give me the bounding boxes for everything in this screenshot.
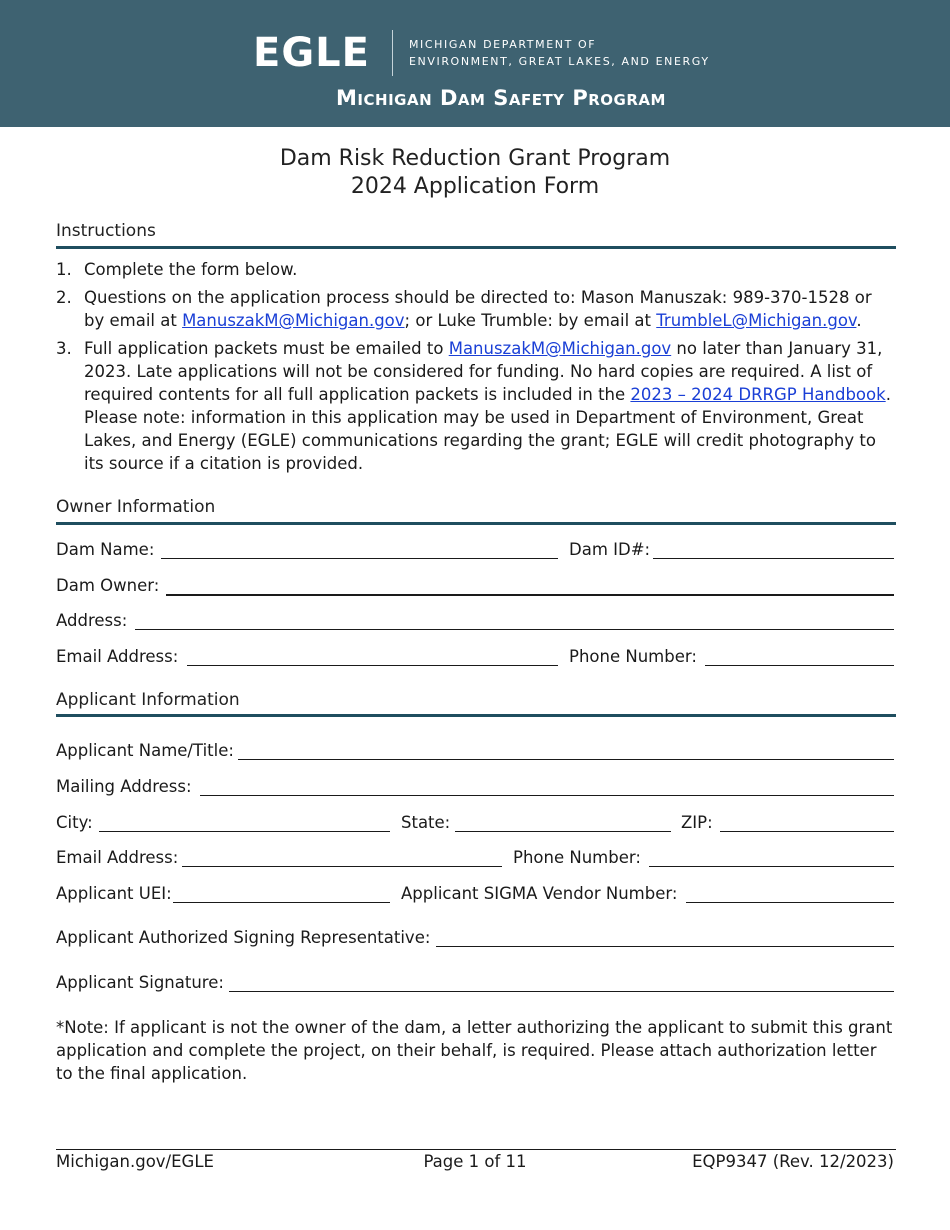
- applicant-row-name: [56, 741, 895, 765]
- owner-row-owner: [56, 576, 895, 600]
- owner-phone-label: Phone Number:: [569, 647, 697, 666]
- mailing-address-field[interactable]: [200, 795, 894, 796]
- egle-logo-mark: EGLE: [253, 30, 370, 76]
- owner-email-label: Email Address:: [56, 647, 179, 666]
- handbook-link[interactable]: 2023 – 2024 DRRGP Handbook: [630, 385, 886, 404]
- dam-owner-label: Dam Owner:: [56, 576, 160, 595]
- instruction-item-2: 2. Questions on the application process should be directed to: Mason Manuszak: 989-370-1528 or by email at ManuszakM@Michigan.gov; or Luke Trumble: by email at TrumbleL@Michigan.gov.: [56, 288, 872, 330]
- owner-phone-field[interactable]: [705, 665, 894, 666]
- applicant-rule: [56, 714, 896, 717]
- title-line-2: 2024 Application Form: [350, 174, 600, 199]
- applicant-email-field[interactable]: [182, 866, 502, 867]
- footer-website: Michigan.gov/EGLE: [56, 1152, 214, 1171]
- instruction-item-1: 1. Complete the form below.: [56, 260, 298, 279]
- applicant-email-label: Email Address:: [56, 848, 179, 867]
- header-banner: [0, 0, 950, 127]
- dam-name-label: Dam Name:: [56, 540, 155, 559]
- egle-logo: [253, 30, 710, 76]
- applicant-row-signing-rep: [56, 928, 895, 952]
- department-name: [409, 36, 710, 70]
- footer-rule: [56, 1149, 896, 1150]
- department-line-2: ENVIRONMENT, GREAT LAKES, AND ENERGY: [408, 55, 710, 68]
- uei-label: Applicant UEI:: [56, 884, 172, 903]
- instructions-heading: Instructions: [56, 221, 156, 241]
- signing-rep-label: Applicant Authorized Signing Representative:: [56, 928, 431, 947]
- instructions-list: [56, 258, 896, 480]
- applicant-row-signature: [56, 973, 895, 997]
- dam-owner-field[interactable]: [166, 594, 894, 596]
- owner-rule: [56, 522, 896, 525]
- sigma-vendor-field[interactable]: [686, 902, 894, 903]
- email-link-trumble[interactable]: TrumbleL@Michigan.gov: [656, 311, 857, 330]
- applicant-name-field[interactable]: [238, 759, 894, 760]
- zip-field[interactable]: [720, 831, 894, 832]
- signature-field[interactable]: [229, 991, 894, 992]
- owner-email-field[interactable]: [187, 665, 558, 666]
- city-field[interactable]: [99, 831, 390, 832]
- applicant-row-ids: [56, 884, 895, 908]
- mailing-address-label: Mailing Address:: [56, 777, 192, 796]
- signing-rep-field[interactable]: [436, 946, 894, 947]
- applicant-name-label: Applicant Name/Title:: [56, 741, 234, 760]
- owner-row-dam: [56, 540, 895, 564]
- title-line-1: Dam Risk Reduction Grant Program: [279, 146, 671, 171]
- signature-label: Applicant Signature:: [56, 973, 224, 992]
- authorization-note: *Note: If applicant is not the owner of the dam, a letter authorizing the applicant to submit this grant application and complete the project, on their behalf, is required. Please attach authorization letter to the final application.: [56, 1018, 893, 1083]
- logo-divider: [392, 30, 393, 76]
- instructions-rule: [56, 246, 896, 249]
- owner-address-field[interactable]: [135, 629, 894, 630]
- owner-row-address: [56, 611, 895, 635]
- sigma-vendor-label: Applicant SIGMA Vendor Number:: [401, 884, 678, 903]
- applicant-row-city: [56, 813, 895, 837]
- footer-form-id: EQP9347 (Rev. 12/2023): [692, 1152, 894, 1171]
- instruction-item-3: 3. Full application packets must be emailed to ManuszakM@Michigan.gov no later than January 31, 2023. Late applications will not be considered for funding. No hard copies are required. A list of required contents for all full application packets is included in the 2023 – 2024 DRRGP Handbook. Please note: information in this application may be used in Department of Environment, Great Lakes, and Energy (EGLE) communications regarding the grant; EGLE will credit photography to its source if a citation is provided.: [56, 339, 891, 473]
- email-link-manuszak[interactable]: ManuszakM@Michigan.gov: [182, 311, 405, 330]
- dam-id-field[interactable]: [653, 558, 894, 559]
- dam-name-field[interactable]: [161, 558, 558, 559]
- applicant-row-contact: [56, 848, 895, 872]
- state-field[interactable]: [455, 831, 671, 832]
- zip-label: ZIP:: [681, 813, 713, 832]
- department-line-1: MICHIGAN DEPARTMENT OF: [408, 38, 597, 51]
- uei-field[interactable]: [173, 902, 390, 903]
- owner-address-label: Address:: [56, 611, 128, 630]
- email-link-submission[interactable]: ManuszakM@Michigan.gov: [448, 339, 672, 358]
- applicant-phone-field[interactable]: [649, 866, 894, 867]
- dam-id-label: Dam ID#:: [569, 540, 651, 559]
- city-label: City:: [56, 813, 93, 832]
- applicant-heading: Applicant Information: [56, 690, 240, 710]
- document-title: [0, 145, 950, 201]
- state-label: State:: [401, 813, 451, 832]
- footer-page-number: Page 1 of 11: [423, 1152, 527, 1171]
- applicant-row-mailing: [56, 777, 895, 801]
- program-title: Michigan Dam Safety Program: [336, 86, 666, 110]
- owner-heading: Owner Information: [56, 497, 216, 517]
- owner-row-contact: [56, 647, 895, 671]
- applicant-phone-label: Phone Number:: [513, 848, 641, 867]
